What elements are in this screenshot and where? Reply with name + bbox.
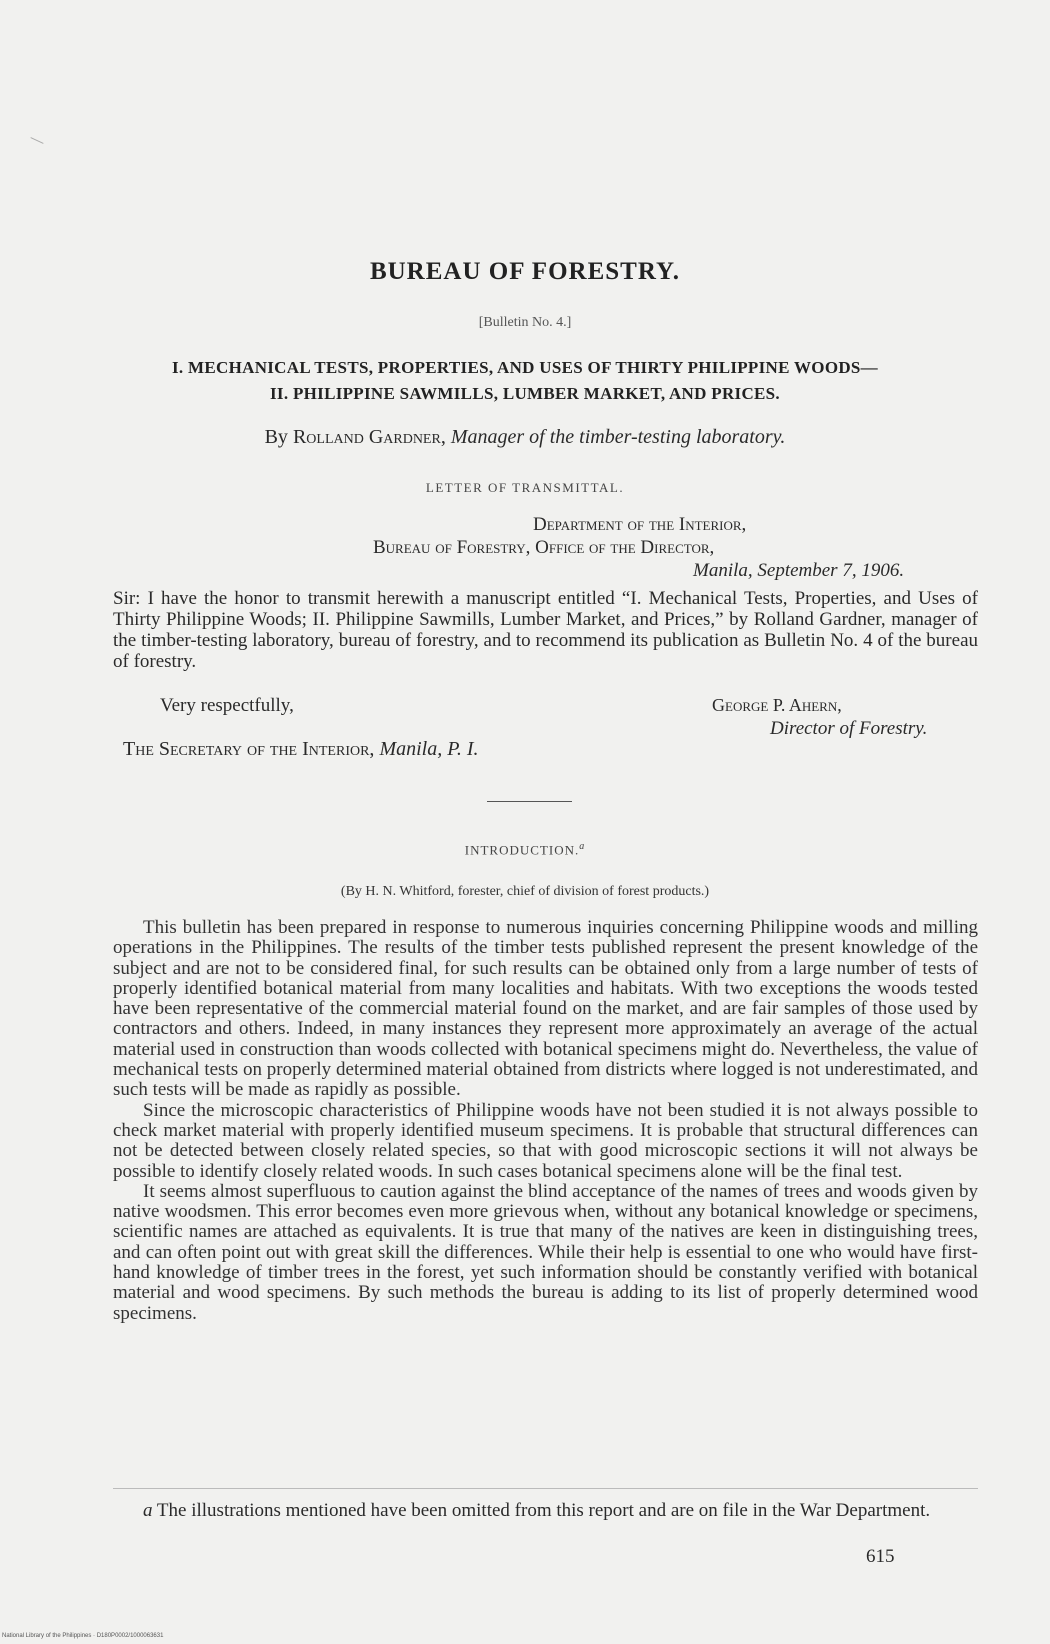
recipient-place: Manila, P. I. <box>379 738 479 760</box>
subtitle-line-2: II. PHILIPPINE SAWMILLS, LUMBER MARKET, AND PRICES. <box>270 384 780 403</box>
page-number: 615 <box>866 1546 895 1567</box>
letter-recipient <box>123 738 479 761</box>
byline-prefix: By <box>264 426 293 448</box>
footnote-text: The illustrations mentioned have been omitted from this report and are on file in the War Department. <box>156 1500 931 1521</box>
signer-title: Director of Forestry. <box>770 718 928 739</box>
intro-paragraph: It seems almost superfluous to caution against the blind acceptance of the names of trees and woods given by native woodsmen. This error becomes even more grievous when, without any botanical knowledge or specimens, scientific names are attached as equivalents. It is true that many of the natives are keen in distinguishing trees, and can often point out with great skill the differences. While their help is essential to one who would have first-hand knowledge of timber trees in the forest, yet such information should be constantly verified with botanical material and wood specimens. By such methods the bureau is adding to its list of properly determined wood specimens. <box>113 1180 978 1324</box>
address-line-1: Department of the Interior, <box>533 514 747 535</box>
scan-mark <box>30 137 43 144</box>
intro-paragraph: This bulletin has been prepared in response to numerous inquiries concerning Philippine woods and milling operations in the Philippines. The results of the timber tests published represent the present knowledge of the subject and are not to be considered final, for such results can be obtained only from a large number of tests of properly identified botanical material from many localities and habitats. With two exceptions the woods tested have been representative of the commercial material found on the market, and are fair samples of those used by contractors and others. Indeed, in many instances they represent more approximately an average of the actual material used in construction than woods collected with botanical specimens might do. Nevertheless, the value of mechanical tests on properly determined material obtained from districts where logged is not underestimated, and such tests will be made as rapidly as possible. <box>113 917 978 1101</box>
signer-name: George P. Ahern, <box>712 695 842 715</box>
introduction-heading-text: INTRODUCTION. <box>464 842 580 858</box>
introduction-heading <box>0 841 1050 858</box>
subtitle <box>0 355 1050 407</box>
page-title: BUREAU OF FORESTRY. <box>369 258 681 285</box>
subtitle-line-1: I. MECHANICAL TESTS, PROPERTIES, AND USES OF THIRTY PHILIPPINE WOODS— <box>172 358 878 377</box>
recipient-title: The Secretary of the Interior, <box>123 738 380 760</box>
address-line-3: Manila, September 7, 1906. <box>693 560 905 581</box>
letter-paragraph: Sir: I have the honor to transmit herewith a manuscript entitled “I. Mechanical Tests, Properties, and Uses of Thirty Philippine Woods; II. Philippine Sawmills, Lumber Market, and Prices,” by Rolland Gardner, manager of the timber-testing laboratory, bureau of forestry, and to recommend its publication as Bulletin No. 4 of the bureau of forestry. <box>113 588 978 672</box>
letter-body <box>113 588 978 672</box>
letter-closing: Very respectfully, <box>160 695 294 716</box>
bulletin-number: [Bulletin No. 4.] <box>478 315 572 330</box>
footnote <box>113 1500 978 1522</box>
footnote-mark: a <box>143 1500 153 1521</box>
letter-title: LETTER OF TRANSMITTAL. <box>425 480 625 495</box>
author-byline: By Rolland Gardner, Manager of the timber-testing laboratory. <box>264 426 786 448</box>
introduction-body <box>113 918 978 1324</box>
author-name: Rolland Gardner <box>292 426 441 448</box>
section-divider <box>487 801 572 802</box>
introduction-footnote-mark: a <box>579 841 586 852</box>
footnote-divider <box>113 1488 978 1489</box>
author-role: Manager of the timber-testing laboratory. <box>450 426 786 448</box>
intro-paragraph: Since the microscopic characteristics of Philippine woods have not been studied it is not always possible to check market material with properly identified museum specimens. It is probable that structural differences can not be detected between closely related species, so that with good microscopic sections it will not always be possible to identify closely related woods. In such cases botanical specimens alone will be the final test. <box>113 1099 978 1182</box>
address-line-2: Bureau of Forestry, Office of the Director, <box>373 537 715 558</box>
scan-credit: National Library of the Philippines · D180P0002/1000063631 <box>2 1633 164 1639</box>
introduction-byline: (By H. N. Whitford, forester, chief of division of forest products.) <box>340 884 710 899</box>
